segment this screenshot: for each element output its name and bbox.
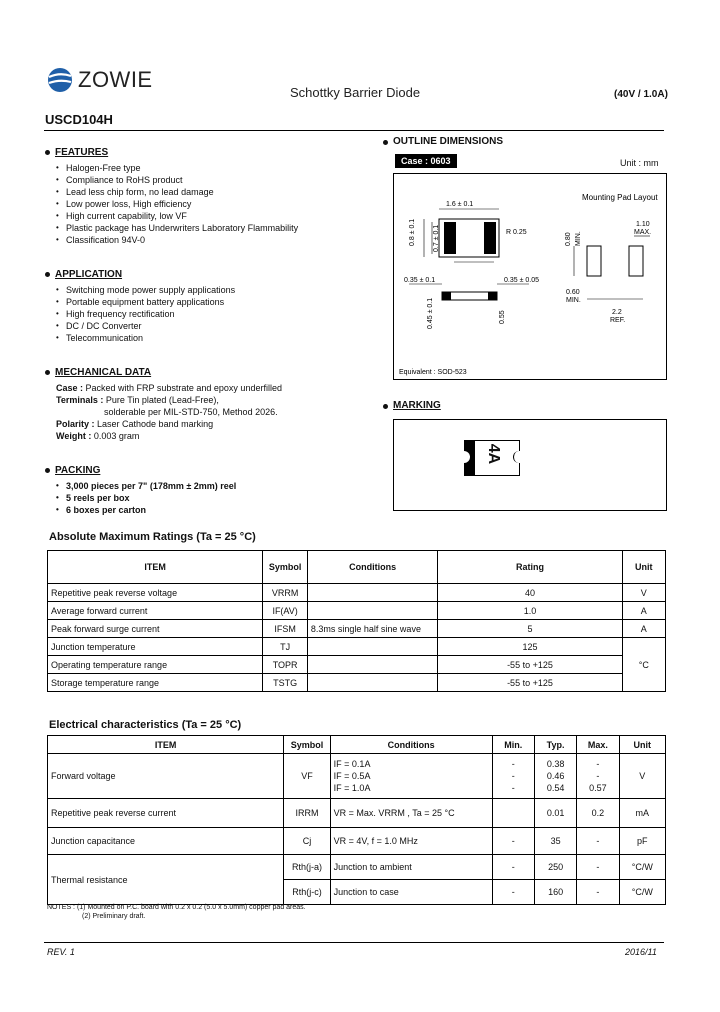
list-item: • 3,000 pieces per 7" (178mm ± 2mm) reel	[56, 480, 236, 492]
outline-title: OUTLINE DIMENSIONS	[393, 136, 504, 147]
col-conditions: Conditions	[330, 736, 492, 754]
date: 2016/11	[625, 947, 657, 957]
note-2: (2) Preliminary draft.	[82, 913, 146, 920]
pad-max: MAX.	[634, 229, 652, 236]
features-title: FEATURES	[55, 147, 109, 158]
dim-top: 1.6 ± 0.1	[446, 201, 474, 208]
table-row: Repetitive peak reverse voltage VRRM 40 V	[48, 584, 666, 602]
equivalent-label: Equivalent : SOD-523	[399, 369, 467, 376]
marking-chip	[464, 440, 520, 476]
list-item: • DC / DC Converter	[56, 320, 235, 332]
abs-max-table	[47, 550, 666, 692]
mech-polarity: Polarity : Laser Cathode band marking	[56, 419, 214, 429]
brand-name: ZOWIE	[78, 67, 153, 92]
header-rule	[44, 130, 664, 131]
col-item: ITEM	[48, 736, 284, 754]
table-row: Forward voltage VF IF = 0.1A IF = 0.5A IF = 1.0A - - - 0.38 0.46 0.54 - - 0.57 V	[48, 754, 666, 799]
abs-max-title: Absolute Maximum Ratings (Ta = 25 °C)	[49, 531, 256, 543]
packing-list	[56, 480, 236, 516]
dim-b2: 0.35 ± 0.05	[504, 277, 539, 284]
zowie-globe-icon	[46, 66, 74, 94]
rating-label: (40V / 1.0A)	[614, 89, 668, 100]
outline-drawing-box	[393, 173, 667, 380]
case-tag: Case : 0603	[395, 154, 457, 168]
dim-left: 0.8 ± 0.1	[409, 218, 416, 246]
col-conditions: Conditions	[307, 551, 437, 584]
col-unit: Unit	[619, 736, 665, 754]
list-item: • Halogen-Free type	[56, 162, 298, 174]
table-row: Average forward current IF(AV) 1.0 A	[48, 602, 666, 620]
dim-b1: 0.35 ± 0.1	[404, 277, 436, 284]
part-number: USCD104H	[45, 112, 113, 127]
list-item: • Telecommunication	[56, 332, 235, 344]
mechanical-title: MECHANICAL DATA	[55, 367, 152, 378]
note-1: NOTES : (1) Mounted on P.C. board with 0.2 x 0.2 (5.0 x 5.0mm) copper pad areas.	[47, 904, 306, 911]
mech-terminals-2: solderable per MIL-STD-750, Method 2026.	[104, 407, 278, 417]
list-item: • 6 boxes per carton	[56, 504, 236, 516]
table-row: Operating temperature range TOPR -55 to +125	[48, 656, 666, 674]
table-row: Storage temperature range TSTG -55 to +125	[48, 674, 666, 692]
col-unit: Unit	[622, 551, 665, 584]
list-item: • Compliance to RoHS product	[56, 174, 298, 186]
chip-terminal-left	[444, 222, 456, 254]
mechanical-bullet	[45, 370, 50, 375]
list-item: • High frequency rectification	[56, 308, 235, 320]
company-logo	[46, 66, 156, 96]
dim-left2: 0.7 ± 0.1	[433, 224, 440, 252]
mech-case: Case : Packed with FRP substrate and epoxy underfilled	[56, 383, 282, 393]
list-item: • Low power loss, High efficiency	[56, 198, 298, 210]
mounting-label: Mounting Pad Layout	[582, 193, 658, 202]
table-row: Peak forward surge current IFSM 8.3ms single half sine wave 5 A	[48, 620, 666, 638]
col-symbol: Symbol	[263, 551, 308, 584]
marking-code: 4A	[485, 443, 502, 465]
pad-ref: 2.2	[612, 309, 622, 316]
table-row: Thermal resistance Rth(j-a) Junction to ambient - 250 - °C/W	[48, 855, 666, 880]
mounting-pad-right	[629, 246, 643, 276]
list-item: • 5 reels per box	[56, 492, 236, 504]
pad-h2: 0.60	[566, 289, 580, 296]
features-bullet	[45, 150, 50, 155]
outline-drawing	[394, 174, 666, 379]
pad-ref-label: REF.	[610, 317, 626, 324]
pad-min: MIN.	[575, 231, 582, 246]
mech-terminals: Terminals : Pure Tin plated (Lead-Free),	[56, 395, 219, 405]
mechanical-data	[56, 382, 356, 442]
list-item: • Classification 94V-0	[56, 234, 298, 246]
list-item: • Lead less chip form, no lead damage	[56, 186, 298, 198]
table-row: Junction temperature TJ 125 °C	[48, 638, 666, 656]
unit-label: Unit : mm	[620, 158, 659, 168]
col-symbol: Symbol	[284, 736, 330, 754]
dim-b4: 0.45 ± 0.1	[427, 297, 434, 329]
chip-terminal-right	[484, 222, 496, 254]
list-item: • High current capability, low VF	[56, 210, 298, 222]
table-row: Rth(j-c) Junction to case - 160 - °C/W	[48, 880, 666, 905]
application-list	[56, 284, 235, 344]
table-row: Repetitive peak reverse current IRRM VR = Max. VRRM , Ta = 25 °C 0.01 0.2 mA	[48, 799, 666, 828]
col-typ: Typ.	[534, 736, 576, 754]
marking-box	[393, 419, 667, 511]
outline-bullet	[383, 140, 388, 145]
elec-table	[47, 735, 666, 905]
packing-title: PACKING	[55, 465, 101, 476]
dim-radius: R 0.25	[506, 229, 527, 236]
pad-h: 0.80	[565, 232, 572, 246]
application-bullet	[45, 272, 50, 277]
chip-notch-right	[513, 451, 520, 463]
dim-b3: 0.55	[499, 310, 506, 324]
features-list	[56, 162, 298, 246]
mounting-pad-left	[587, 246, 601, 276]
document-title: Schottky Barrier Diode	[290, 85, 421, 100]
pad-w: 1.10	[636, 221, 650, 228]
col-rating: Rating	[438, 551, 622, 584]
application-title: APPLICATION	[55, 269, 123, 280]
list-item: • Portable equipment battery applications	[56, 296, 235, 308]
packing-bullet	[45, 468, 50, 473]
col-max: Max.	[577, 736, 619, 754]
list-item: • Plastic package has Underwriters Laboratory Flammability	[56, 222, 298, 234]
mech-weight: Weight : 0.003 gram	[56, 431, 140, 441]
pad-min2: MIN.	[566, 297, 581, 304]
marking-bullet	[383, 404, 388, 409]
elec-title: Electrical characteristics (Ta = 25 °C)	[49, 719, 242, 731]
table-row: Junction capacitance Cj VR = 4V, f = 1.0 MHz - 35 - pF	[48, 828, 666, 855]
col-item: ITEM	[48, 551, 263, 584]
list-item: • Switching mode power supply applications	[56, 284, 235, 296]
col-min: Min.	[492, 736, 534, 754]
temp-unit: °C	[622, 638, 665, 692]
marking-title: MARKING	[393, 400, 441, 411]
footer-rule	[44, 942, 664, 943]
revision: REV. 1	[47, 947, 75, 957]
